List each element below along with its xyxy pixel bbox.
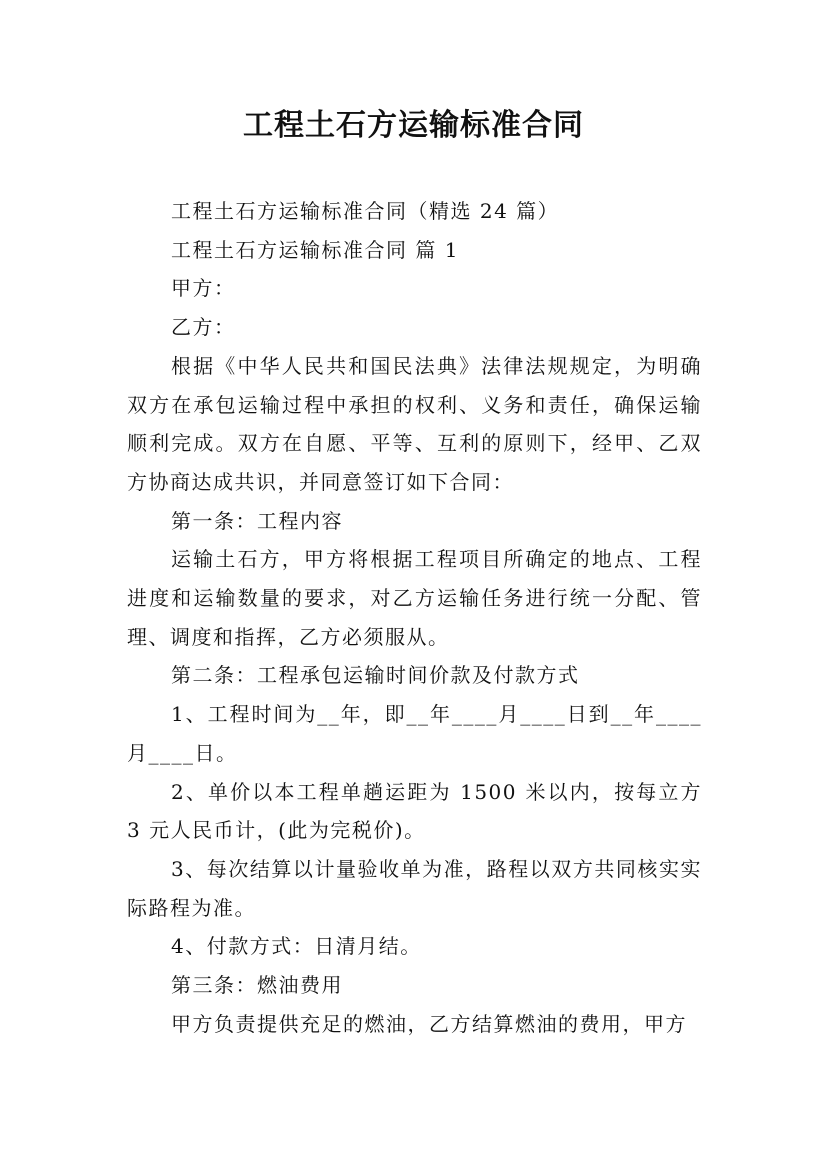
- paragraph-section-heading: 工程土石方运输标准合同 篇 1: [171, 237, 459, 262]
- paragraph-party-b: 乙方：: [171, 315, 236, 340]
- paragraph-article-3-heading: 第三条：燃油费用: [171, 973, 343, 998]
- paragraph-clause-1: 1、工程时间为__年，即__年____月____日到__年____月____日。: [127, 702, 702, 765]
- paragraph-article-2-heading: 第二条：工程承包运输时间价款及付款方式: [171, 663, 580, 688]
- paragraph-clause-2: 2、单价以本工程单趟运距为 1500 米以内，按每立方 3 元人民币计，(此为完税价)。: [127, 779, 702, 843]
- document-body: [127, 192, 702, 1043]
- paragraph-article-1-heading: 第一条：工程内容: [171, 508, 343, 533]
- paragraph-clause-3: 3、每次结算以计量验收单为准，路程以双方共同核实实际路程为准。: [127, 856, 702, 920]
- document-title: 工程土石方运输标准合同: [243, 108, 584, 143]
- paragraph-article-3-body: 甲方负责提供充足的燃油，乙方结算燃油的费用，甲方: [171, 1011, 687, 1036]
- paragraph-clause-4: 4、付款方式：日清月结。: [171, 934, 422, 959]
- paragraph-subtitle: 工程土石方运输标准合同（精选 24 篇）: [171, 199, 560, 223]
- paragraph-preamble: 根据《中华人民共和国民法典》法律法规规定，为明确双方在承包运输过程中承担的权利、义务和责任，确保运输顺利完成。双方在自愿、平等、互利的原则下，经甲、乙双方协商达成共识，并同意签订如下合同：: [127, 353, 702, 494]
- paragraph-article-1-body: 运输土石方，甲方将根据工程项目所确定的地点、工程进度和运输数量的要求，对乙方运输任务进行统一分配、管理、调度和指挥，乙方必须服从。: [127, 547, 702, 649]
- paragraph-party-a: 甲方：: [171, 276, 236, 301]
